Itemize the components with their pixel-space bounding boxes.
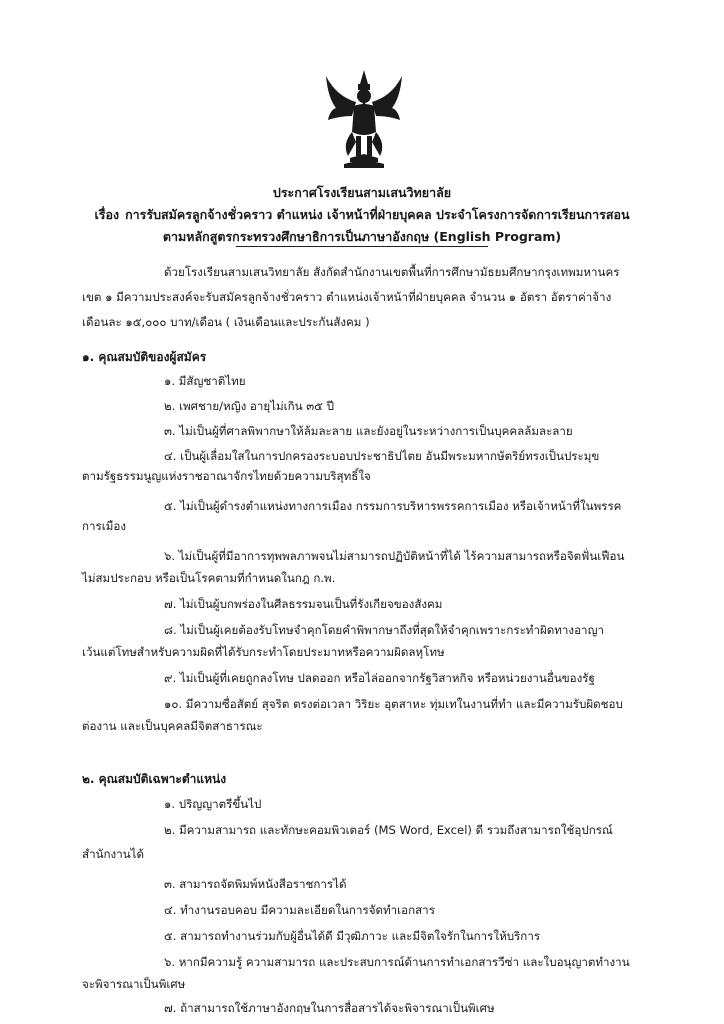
subject-label: เรื่อง — [94, 207, 120, 222]
section1-item-cont: การเมือง — [82, 519, 126, 533]
section2-item-cont: จะพิจารณาเป็นพิเศษ — [82, 977, 186, 991]
section1-item: ๘. ไม่เป็นผู้เคยต้องรับโทษจำคุกโดยคำพิพากษาถึงที่สุดให้จำคุกเพราะกระทำผิดทางอาญา — [164, 623, 604, 637]
section1-item: ๕. ไม่เป็นผู้ดำรงตำแหน่งทางการเมือง กรรมการบริหารพรรคการเมือง หรือเจ้าหน้าที่ในพรรค — [164, 499, 622, 513]
section2-item: ๔. ทำงานรอบคอบ มีความละเอียดในการจัดทำเอกสาร — [164, 903, 435, 917]
garuda-emblem-icon — [322, 68, 406, 172]
announcement-subject-cont: ตามหลักสูตรกระทรวงศึกษาธิการเป็นภาษาอังกฤษ (English Program) — [162, 229, 562, 244]
title-divider — [236, 246, 488, 247]
section1-item: ๑. มีสัญชาติไทย — [164, 374, 246, 388]
section1-item-cont: ต่องาน และเป็นบุคคลมีจิตสาธารณะ — [82, 719, 263, 733]
section1-item-cont: เว้นแต่โทษสำหรับความผิดที่ได้รับกระทำโดยประมาทหรือความผิดลหุโทษ — [82, 645, 445, 659]
section1-item: ๓. ไม่เป็นผู้ที่ศาลพิพากษาให้ล้มละลาย และยังอยู่ในระหว่างการเป็นบุคคลล้มละลาย — [164, 424, 573, 438]
section2-heading: ๒. คุณสมบัติเฉพาะตำแหน่ง — [82, 772, 227, 786]
section1-item: ๔. เป็นผู้เลื่อมใสในการปกครองระบอบประชาธิปไตย อันมีพระมหากษัตริย์ทรงเป็นประมุข — [164, 449, 600, 463]
intro-line: ด้วยโรงเรียนสามเสนวิทยาลัย สังกัดสำนักงานเขตพื้นที่การศึกษามัธยมศึกษากรุงเทพมหานคร — [164, 265, 620, 279]
section1-item: ๑๐. มีความซื่อสัตย์ สุจริต ตรงต่อเวลา วิริยะ อุตสาหะ ทุ่มเทในงานที่ทำ และมีความรับผิดชอบ — [164, 697, 623, 711]
announcement-issuer: ประกาศโรงเรียนสามเสนวิทยาลัย — [272, 185, 452, 200]
section2-item: ๒. มีความสามารถ และทักษะคอมพิวเตอร์ (MS Word, Excel) ดี รวมถึงสามารถใช้อุปกรณ์ — [164, 823, 613, 837]
section1-item: ๖. ไม่เป็นผู้ที่มีอาการทุพพลภาพจนไม่สามารถปฏิบัติหน้าที่ได้ ไร้ความสามารถหรือจิตฟั่นเฟือน — [164, 549, 625, 563]
section2-item-cont: สำนักงานได้ — [82, 847, 144, 861]
section1-item: ๒. เพศชาย/หญิง อายุไม่เกิน ๓๕ ปี — [164, 399, 335, 413]
announcement-title — [0, 182, 724, 248]
subject-text: การรับสมัครลูกจ้างชั่วคราว ตำแหน่ง เจ้าหน้าที่ฝ่ายบุคคล ประจำโครงการจัดการเรียนการสอน — [125, 207, 630, 222]
section2-item: ๓. สามารถจัดพิมพ์หนังสือราชการได้ — [164, 877, 347, 891]
section1-item: ๙. ไม่เป็นผู้ที่เคยถูกลงโทษ ปลดออก หรือไล่ออกจากรัฐวิสาหกิจ หรือหน่วยงานอื่นของรัฐ — [164, 671, 595, 685]
section2-item: ๖. หากมีความรู้ ความสามารถ และประสบการณ์ด้านการทำเอกสารวีซ่า และใบอนุญาตทำงาน — [164, 955, 630, 969]
section1-item-cont: ตามรัฐธรรมนูญแห่งราชอาณาจักรไทยด้วยความบริสุทธิ์ใจ — [82, 469, 371, 483]
section2-item: ๕. สามารถทำงานร่วมกับผู้อื่นได้ดี มีวุฒิภาวะ และมีจิตใจรักในการให้บริการ — [164, 929, 541, 943]
intro-line: เขต ๑ มีความประสงค์จะรับสมัครลูกจ้างชั่วคราว ตำแหน่งเจ้าหน้าที่ฝ่ายบุคคล จำนวน ๑ อัตรา อัตราค่าจ้าง — [82, 290, 612, 304]
intro-paragraph — [82, 260, 652, 335]
section1-item: ๗. ไม่เป็นผู้บกพร่องในศีลธรรมจนเป็นที่รังเกียจของสังคม — [164, 597, 443, 611]
section2-item: ๗. ถ้าสามารถใช้ภาษาอังกฤษในการสื่อสารได้จะพิจารณาเป็นพิเศษ — [164, 1001, 495, 1015]
announcement-subject — [0, 204, 724, 226]
section1-item-cont: ไม่สมประกอบ หรือเป็นโรคตามที่กำหนดในกฎ ก.พ. — [82, 571, 336, 585]
section2-item: ๑. ปริญญาตรีขึ้นไป — [164, 797, 262, 811]
section1-heading: ๑. คุณสมบัติของผู้สมัคร — [82, 350, 207, 364]
intro-line: เดือนละ ๑๕,๐๐๐ บาท/เดือน ( เงินเดือนและประกันสังคม ) — [82, 315, 370, 329]
